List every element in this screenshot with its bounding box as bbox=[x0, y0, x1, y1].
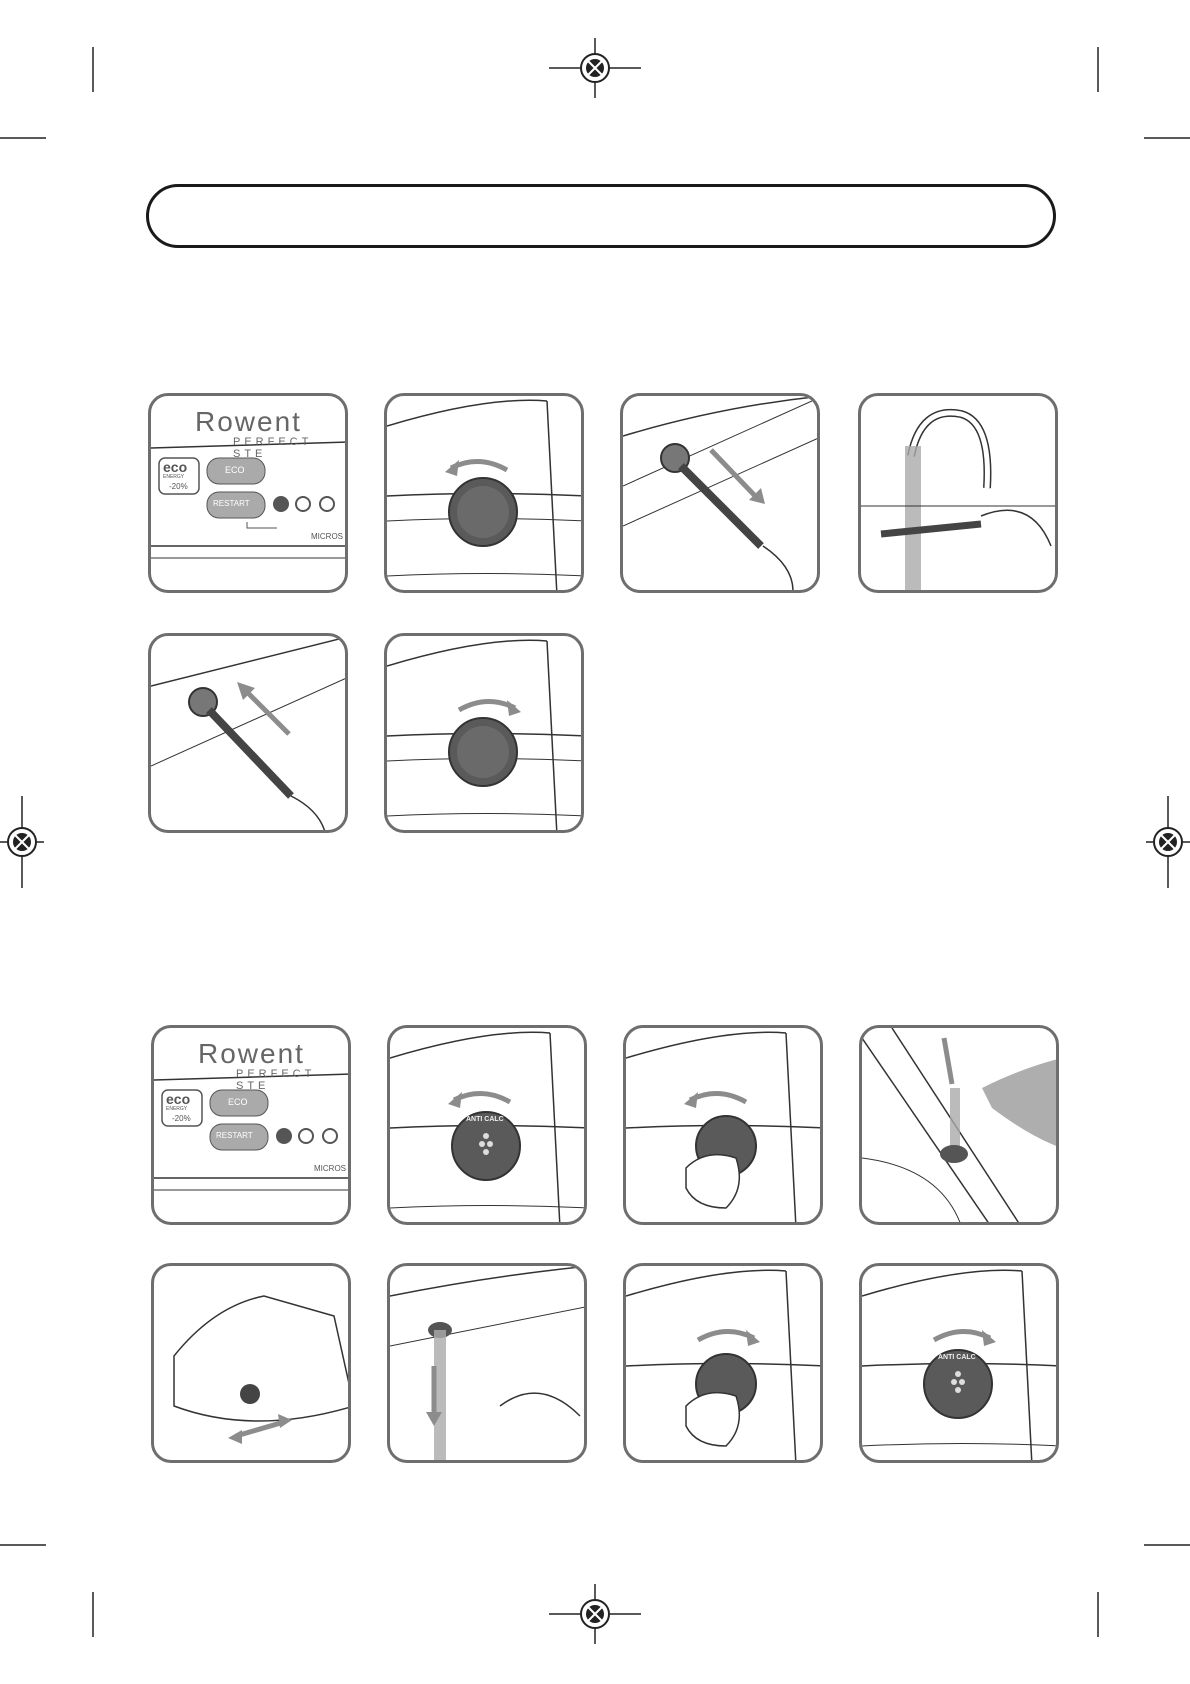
panel-empty-sink bbox=[387, 1263, 587, 1463]
panel-control-panel-1 bbox=[148, 393, 348, 593]
eco-button: ECO bbox=[225, 465, 245, 475]
eco-badge-sub: ENERGY bbox=[166, 1106, 188, 1112]
rotate-right-arrow-icon bbox=[698, 1331, 754, 1340]
cap-label-anti-calc: ANTI CALC bbox=[466, 1116, 504, 1123]
panel-shake-generator bbox=[151, 1263, 351, 1463]
panel-pour-water bbox=[859, 1025, 1059, 1225]
panel-anticalc-screw bbox=[859, 1263, 1059, 1463]
brand-name: Rowent bbox=[195, 406, 302, 437]
micro-text: MICROS bbox=[311, 532, 343, 541]
registration-mark-icon bbox=[549, 38, 641, 98]
brand-model-line: PERFECT STE bbox=[236, 1068, 316, 1092]
brand-name: Rowent bbox=[198, 1038, 305, 1069]
registration-mark-icon bbox=[1146, 796, 1190, 888]
panel-anticalc-unscrew bbox=[387, 1025, 587, 1225]
rotate-right-arrow-icon bbox=[934, 1331, 990, 1340]
panel-rod-remove bbox=[620, 393, 820, 593]
section-title-box bbox=[146, 184, 1056, 248]
eco-badge: eco bbox=[163, 459, 188, 475]
rotate-right-arrow-icon bbox=[459, 701, 515, 710]
panel-cap-unscrew bbox=[384, 393, 584, 593]
restart-button: RESTART bbox=[213, 499, 250, 508]
panel-cap-screw bbox=[384, 633, 584, 833]
panel-rod-insert bbox=[148, 633, 348, 833]
rotate-left-arrow-icon bbox=[690, 1093, 746, 1102]
panel-rinse-rod bbox=[858, 393, 1058, 593]
cap-label-anti-calc: ANTI CALC bbox=[938, 1354, 976, 1361]
eco-saving: -20% bbox=[169, 482, 188, 491]
rotate-left-arrow-icon bbox=[454, 1093, 510, 1102]
restart-button: RESTART bbox=[216, 1131, 253, 1140]
registration-mark-icon bbox=[0, 796, 44, 888]
panel-anticalc-hand-unscrew bbox=[623, 1025, 823, 1225]
panel-control-panel-2 bbox=[151, 1025, 351, 1225]
brand-model-line: PERFECT STE bbox=[233, 436, 313, 460]
eco-badge: eco bbox=[166, 1091, 191, 1107]
micro-text: MICROS bbox=[314, 1164, 346, 1173]
eco-badge-sub: ENERGY bbox=[163, 474, 185, 480]
registration-mark-icon bbox=[549, 1584, 641, 1644]
rotate-left-arrow-icon bbox=[451, 461, 507, 470]
eco-saving: -20% bbox=[172, 1114, 191, 1123]
eco-button: ECO bbox=[228, 1097, 248, 1107]
panel-anticalc-hand-screw bbox=[623, 1263, 823, 1463]
